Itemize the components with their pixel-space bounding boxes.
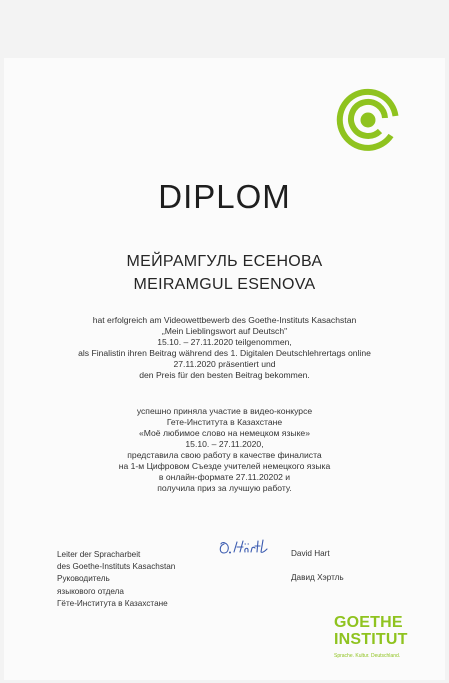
brand-line: INSTITUT — [334, 631, 408, 648]
recipient-name-cyrillic: МЕЙРАМГУЛЬ ЕСЕНОВА — [126, 253, 323, 270]
german-line: hat erfolgreich am Videowettbewerb des Goethe-Instituts Kasachstan — [92, 315, 357, 325]
german-line: „Mein Lieblingswort auf Deutsch" — [161, 326, 288, 336]
russian-line: Гете-Института в Казахстане — [166, 417, 283, 427]
position-line: языкового отдела — [57, 586, 124, 596]
russian-line: на 1-м Цифровом Съезде учителей немецкого языка — [118, 461, 331, 471]
russian-line: получила приз за лучшую работу. — [157, 483, 292, 493]
handwritten-signature — [217, 537, 269, 557]
signer-name-cyrillic: Давид Хэртль — [291, 573, 344, 582]
goethe-institut-wordmark — [334, 614, 408, 648]
brand-tagline: Sprache. Kultur. Deutschland. — [334, 653, 401, 659]
position-line: Гёте-Института в Казахстане — [57, 598, 168, 608]
russian-line: представила свою работу в качестве финалиста — [127, 450, 322, 460]
diploma-title: DIPLOM — [158, 178, 291, 215]
recipient-name-latin: MEIRAMGUL ESENOVA — [133, 276, 316, 293]
position-line: des Goethe-Instituts Kasachstan — [57, 562, 176, 572]
russian-line: в онлайн-формате 27.11.20202 и — [158, 472, 291, 482]
german-citation — [0, 315, 449, 381]
russian-line: успешно приняла участие в видео-конкурсе — [136, 406, 313, 416]
brand-line: GOETHE — [334, 614, 403, 631]
german-line: den Preis für den besten Beitrag bekommen. — [139, 370, 310, 380]
signer-name-latin: David Hart — [291, 549, 330, 558]
position-line: Leiter der Spracharbeit — [57, 550, 141, 559]
signer-position — [57, 549, 175, 610]
goethe-logo-icon — [333, 85, 403, 155]
german-line: als Finalistin ihren Beitrag während des 1. Digitalen Deutschlehrertags online — [78, 348, 371, 358]
russian-citation — [0, 406, 449, 494]
russian-line: «Моё любимое слово на немецком языке» — [138, 428, 310, 438]
german-line: 27.11.2020 präsentiert und — [173, 359, 276, 369]
german-line: 15.10. – 27.11.2020 teilgenommen, — [157, 337, 292, 347]
position-line: Руководитель — [57, 574, 110, 584]
russian-line: 15.10. – 27.11.2020, — [185, 439, 264, 449]
